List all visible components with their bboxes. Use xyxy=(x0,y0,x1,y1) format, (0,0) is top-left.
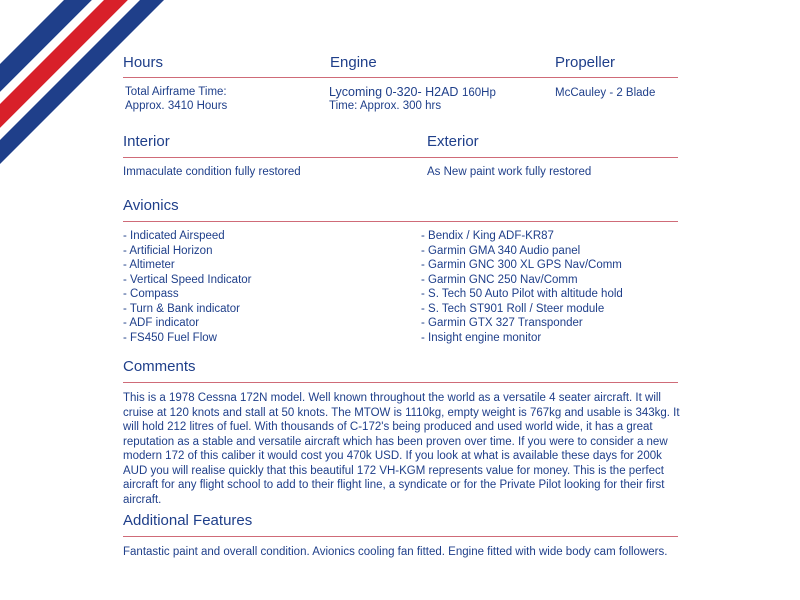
engine-time: Time: Approx. 300 hrs xyxy=(329,100,442,112)
avionics-right-item: - Garmin GNC 250 Nav/Comm xyxy=(421,273,578,286)
avionics-left-item: - ADF indicator xyxy=(123,317,200,329)
avionics-left-item: - FS450 Fuel Flow xyxy=(123,331,217,344)
hours-heading: Hours xyxy=(123,54,164,71)
avionics-right-item: - S. Tech 50 Auto Pilot with altitude hold xyxy=(421,288,623,300)
divider-interior xyxy=(123,157,678,158)
avionics-right-item: - Insight engine monitor xyxy=(421,331,542,344)
avionics-left-item: - Turn & Bank indicator xyxy=(123,302,240,315)
divider-comments xyxy=(123,382,678,383)
avionics-right-item: - Garmin GMA 340 Audio panel xyxy=(421,244,581,257)
comments-body: This is a 1978 Cessna 172N model. Well known throughout the world as a versatile 4 seater aircraft. It will cruise at 120 knots and stall at 50 knots. The MTOW is 1110kg, empty weight is 767kg and usable is 343kg. It will hold 212 litres of fuel. With thousands of C-172's being produced and used world wide, it has a great reputation as a stable and versatile aircraft which has been proven over time. If you were to consider a new modern 172 of this caliber it would cost you 470k USD. If you look at what is available these days for 200k AUD you will realise quickly that this beautiful 172 VH-KGM represents value for money. This is the perfect aircraft for any flight school to add to their flight line, a syndicate or for the Private Pilot looking for their first aircraft. xyxy=(123,392,680,506)
avionics-right-item: - Garmin GNC 300 XL GPS Nav/Comm xyxy=(421,259,622,271)
avionics-right-list xyxy=(421,229,623,345)
exterior-heading: Exterior xyxy=(427,133,479,150)
avionics-left-list xyxy=(123,229,252,345)
comments-heading: Comments xyxy=(123,358,196,375)
avionics-right-item: - Garmin GTX 327 Transponder xyxy=(421,317,583,329)
interior-heading: Interior xyxy=(123,133,170,150)
propeller-heading: Propeller xyxy=(555,54,616,71)
avionics-left-item: - Artificial Horizon xyxy=(123,244,213,257)
avionics-heading: Avionics xyxy=(123,197,179,214)
exterior-value: As New paint work fully restored xyxy=(427,166,592,178)
divider-hours xyxy=(123,77,678,78)
avionics-right-item: - Bendix / King ADF-KR87 xyxy=(421,230,554,242)
engine-power: 160Hp xyxy=(462,87,496,99)
additional-features-body: Fantastic paint and overall condition. Avionics cooling fan fitted. Engine fitted with wide body cam followers. xyxy=(123,546,668,558)
avionics-right-item: - S. Tech ST901 Roll / Steer module xyxy=(421,302,605,315)
avionics-left-item: - Compass xyxy=(123,288,179,300)
additional-features-heading: Additional Features xyxy=(123,512,253,529)
propeller-value: McCauley - 2 Blade xyxy=(555,87,656,99)
engine-model: Lycoming 0-320- H2AD xyxy=(329,85,459,99)
interior-value: Immaculate condition fully restored xyxy=(123,166,301,178)
avionics-left-item: - Indicated Airspeed xyxy=(123,230,225,242)
engine-heading: Engine xyxy=(330,54,377,71)
avionics-left-item: - Altimeter xyxy=(123,259,175,271)
airframe-time-label: Total Airframe Time: xyxy=(125,86,227,98)
avionics-left-item: - Vertical Speed Indicator xyxy=(123,273,252,286)
airframe-time-value: Approx. 3410 Hours xyxy=(125,100,228,112)
divider-avionics xyxy=(123,221,678,222)
divider-additional xyxy=(123,536,678,537)
